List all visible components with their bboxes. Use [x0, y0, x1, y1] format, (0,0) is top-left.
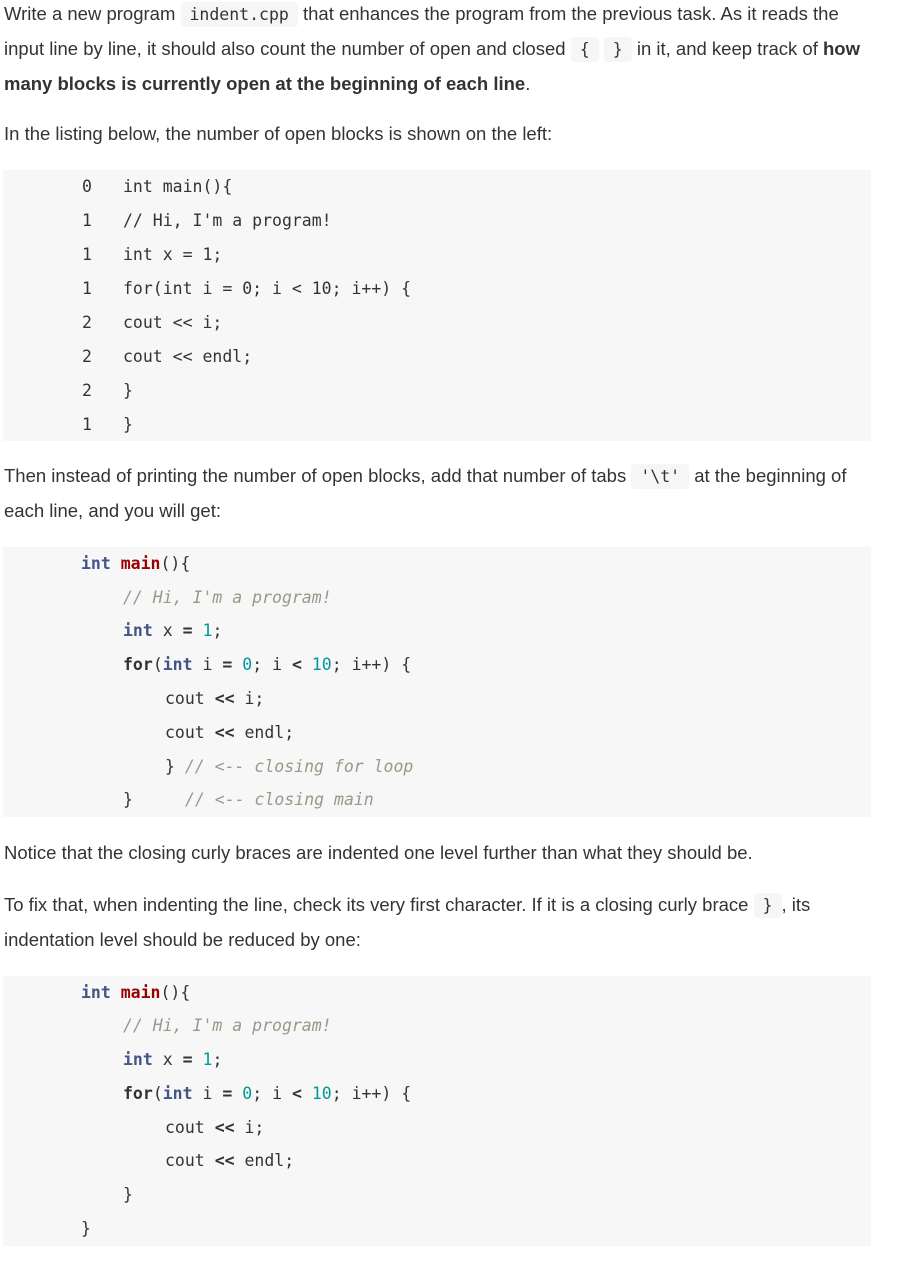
code-comment: // Hi, I'm a program!	[123, 1016, 332, 1035]
fix-text-2: , its indentation level should be reduced by one:	[4, 894, 811, 950]
code-token: =	[182, 621, 193, 640]
code-token: <	[291, 655, 302, 674]
code-token: }	[123, 1185, 133, 1204]
tab-escape-code: '\t'	[631, 464, 689, 489]
code-text: for(int i = 0; i < 10; i++) {	[123, 279, 412, 298]
code-line	[123, 1178, 133, 1212]
code-line	[81, 1212, 91, 1246]
code-token: }	[81, 1219, 91, 1238]
code-line	[165, 682, 264, 716]
code-token: int	[123, 621, 153, 640]
intro-text-3: in it, and keep track of	[631, 38, 823, 59]
open-count: 0	[82, 177, 92, 196]
code-line	[81, 547, 190, 581]
code-line	[165, 716, 294, 750]
code-line	[123, 614, 222, 648]
open-count: 2	[82, 381, 92, 400]
code-token: }	[123, 790, 133, 809]
code-text: cout << endl;	[123, 347, 253, 366]
code-token: i;	[244, 689, 265, 708]
code-token: 0	[242, 1084, 253, 1103]
code-text: int main(){	[123, 177, 233, 196]
code-line	[165, 1111, 264, 1145]
code-comment: // <-- closing for loop	[184, 757, 414, 776]
intro-text-end: .	[525, 73, 531, 94]
code-token: 1	[202, 621, 213, 640]
code-token: <<	[214, 723, 235, 742]
fix-text-1: To fix that, when indenting the line, check its very first character. If it is a closing curly brace	[4, 894, 754, 915]
code-line	[123, 1043, 222, 1077]
code-token: cout	[165, 1151, 205, 1170]
code-token: =	[222, 655, 233, 674]
code-token: for	[123, 1084, 153, 1103]
code-token: cout	[165, 689, 205, 708]
code-token: int	[123, 1050, 153, 1069]
code-listing-tabbed	[3, 547, 871, 817]
fix-paragraph	[4, 888, 874, 957]
code-token: }	[165, 757, 175, 776]
code-token: x	[162, 1050, 173, 1069]
code-line	[165, 750, 413, 784]
code-line	[81, 976, 190, 1010]
code-text: int x = 1;	[123, 245, 223, 264]
code-token: 1	[202, 1050, 213, 1069]
tabs-paragraph	[4, 459, 874, 528]
open-count: 1	[82, 245, 92, 264]
code-token: endl;	[244, 1151, 295, 1170]
code-token: int	[162, 1084, 193, 1103]
code-token: <<	[214, 689, 235, 708]
intro-text-1: Write a new program	[4, 3, 181, 24]
code-token: i	[272, 1084, 282, 1103]
code-text: // Hi, I'm a program!	[123, 211, 332, 230]
code-text: }	[123, 381, 133, 400]
code-listing-counts	[3, 170, 871, 441]
tabs-text-2: at the beginning of each line, and you will get:	[4, 465, 847, 521]
open-count: 1	[82, 279, 92, 298]
code-token: i++) {	[351, 1084, 412, 1103]
code-token: for	[123, 655, 153, 674]
code-line	[165, 1144, 294, 1178]
code-token: 10	[311, 655, 332, 674]
code-text: cout << i;	[123, 313, 223, 332]
code-token: int	[81, 983, 111, 1002]
listing-caption: In the listing below, the number of open blocks is shown on the left:	[4, 123, 553, 144]
filename-code: indent.cpp	[181, 2, 298, 27]
code-token: i	[202, 655, 213, 674]
code-token: i++) {	[351, 655, 412, 674]
code-token: x	[162, 621, 173, 640]
code-token: int	[162, 655, 193, 674]
code-token: 0	[242, 655, 253, 674]
code-token: 10	[311, 1084, 332, 1103]
code-comment: // Hi, I'm a program!	[123, 588, 332, 607]
code-token: cout	[165, 723, 205, 742]
code-token: main	[120, 983, 161, 1002]
code-line	[123, 581, 332, 615]
open-brace-code: {	[571, 37, 599, 62]
intro-text-2: that enhances the program from the previous task. As it reads the input line by line, it should also count the number of open and closed	[4, 3, 839, 59]
code-token: cout	[165, 1118, 205, 1137]
intro-paragraph	[4, 0, 874, 101]
code-token: =	[182, 1050, 193, 1069]
code-token: endl;	[244, 723, 295, 742]
open-count: 2	[82, 313, 92, 332]
open-count: 1	[82, 415, 92, 434]
code-token: i;	[244, 1118, 265, 1137]
code-comment: // <-- closing main	[185, 790, 374, 809]
code-token: <<	[214, 1118, 235, 1137]
code-text: }	[123, 415, 133, 434]
notice-paragraph: Notice that the closing curly braces are indented one level further than what they should be.	[4, 842, 753, 863]
code-line: for(int i = 0; i < 10; i++) {	[123, 655, 412, 674]
closing-brace-code: }	[754, 893, 782, 918]
code-token: int	[81, 554, 111, 573]
tabs-text-1: Then instead of printing the number of open blocks, add that number of tabs	[4, 465, 632, 486]
code-line	[123, 783, 374, 817]
code-listing-fixed	[3, 976, 871, 1246]
code-token: (){	[160, 554, 191, 573]
code-token: ;	[212, 1050, 223, 1069]
code-token: <<	[214, 1151, 235, 1170]
code-line	[123, 1009, 332, 1043]
code-token: (){	[160, 983, 191, 1002]
code-token: main	[120, 554, 161, 573]
close-brace-code: }	[604, 37, 632, 62]
open-count: 2	[82, 347, 92, 366]
code-token: i	[272, 655, 282, 674]
open-count: 1	[82, 211, 92, 230]
intro-bold-text: how many blocks is currently open at the beginning of each line	[4, 38, 860, 94]
code-line: for(int i = 0; i < 10; i++) {	[123, 1084, 412, 1103]
code-token: =	[222, 1084, 233, 1103]
code-token: i	[202, 1084, 213, 1103]
code-token: <	[291, 1084, 302, 1103]
code-token: ;	[212, 621, 223, 640]
